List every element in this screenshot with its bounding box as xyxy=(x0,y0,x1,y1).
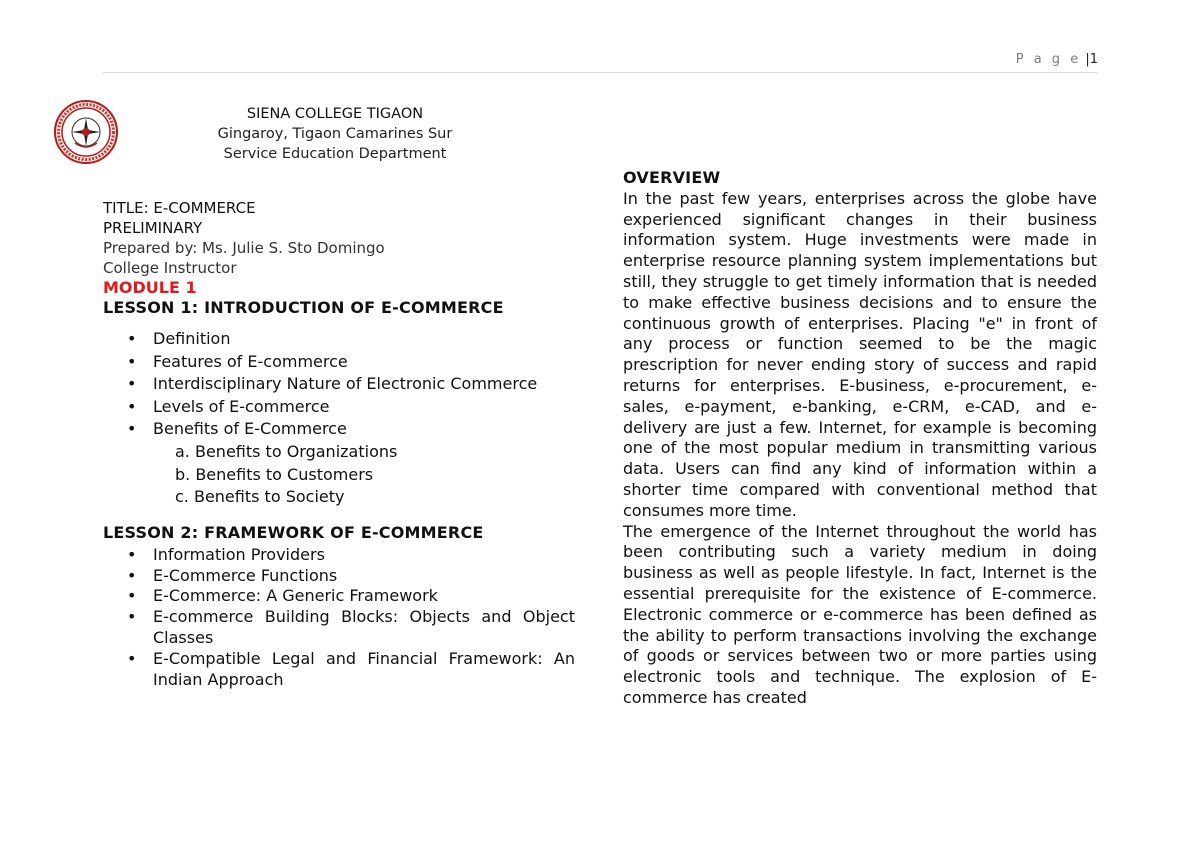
school-name: SIENA COLLEGE TIGAON xyxy=(246,106,424,122)
bullet-icon: • xyxy=(127,396,137,416)
list-item xyxy=(103,566,575,587)
list-item-text: E-Commerce: A Generic Framework xyxy=(153,586,438,606)
right-column xyxy=(623,166,1097,709)
list-item xyxy=(103,607,575,649)
lesson-1-topics xyxy=(103,328,575,441)
course-title: TITLE: E-COMMERCE xyxy=(103,199,256,217)
sub-list-item: a. Benefits to Organizations xyxy=(175,441,398,461)
page-label: P a g e xyxy=(1015,52,1082,67)
list-item-text: Definition xyxy=(153,329,231,348)
lesson-2-heading: LESSON 2: FRAMEWORK OF E-COMMERCE xyxy=(103,522,484,542)
overview-heading: OVERVIEW xyxy=(623,168,721,187)
header-divider xyxy=(103,72,1098,73)
list-item-text: Levels of E-commerce xyxy=(153,396,330,416)
module-heading: MODULE 1 xyxy=(103,278,197,297)
lesson-1-heading: LESSON 1: INTRODUCTION OF E-COMMERCE xyxy=(103,298,504,317)
bullet-icon: • xyxy=(127,329,137,348)
lesson-2-section xyxy=(103,523,575,691)
prepared-by: Prepared by: Ms. Julie S. Sto Domingo xyxy=(103,239,385,257)
list-item xyxy=(103,351,575,374)
list-item xyxy=(103,418,575,441)
list-item xyxy=(103,545,575,566)
lesson-2-topics xyxy=(103,545,575,691)
list-item xyxy=(103,373,575,396)
bullet-icon: • xyxy=(127,419,137,439)
page-separator: | xyxy=(1085,52,1090,67)
bullet-icon: • xyxy=(127,648,137,668)
list-item xyxy=(103,649,575,691)
page-number-header xyxy=(1016,52,1098,67)
bullet-icon: • xyxy=(127,374,137,394)
list-item xyxy=(103,328,575,351)
page-number: 1 xyxy=(1089,52,1098,67)
school-info xyxy=(190,104,480,164)
list-item-text: E-Commerce Functions xyxy=(153,565,338,585)
list-item-text: Information Providers xyxy=(153,544,325,564)
overview-paragraph-1: In the past few years, enterprises across the globe have experienced significant changes in their business information system. Huge investments were made in enterprise resource planning system implementations but still, they struggle to get timely information that is needed to make effective business decisions and to ensure the continuous growth of enterprises. Placing "e" in front of any process or function seemed to be the magic prescription for never ending story of success and rapid returns for enterprises. E-business, e-procurement, e-sales, e-payment, e-banking, e-CRM, e-CAD, and e-delivery are just a few. Internet, for example is becoming one of the most popular medium in transmitting various data. Users can find any kind of information within a shorter time compared with conventional method that consumes more time. xyxy=(623,188,1097,520)
list-item-text: E-commerce Building Blocks: Objects and Object Classes xyxy=(153,607,575,647)
seal-logo xyxy=(53,99,119,165)
benefits-sublist xyxy=(103,441,575,509)
bullet-icon: • xyxy=(127,565,137,585)
sub-list-item: c. Benefits to Society xyxy=(175,487,345,507)
school-department: Service Education Department xyxy=(223,146,447,162)
list-item xyxy=(103,396,575,419)
list-item-text: Benefits of E-Commerce xyxy=(153,419,347,439)
list-item-text: Interdisciplinary Nature of Electronic Commerce xyxy=(153,374,538,394)
instructor-position: College Instructor xyxy=(103,259,237,277)
bullet-icon: • xyxy=(127,586,137,606)
bullet-icon: • xyxy=(127,351,137,371)
course-term: PRELIMINARY xyxy=(103,219,203,237)
list-item xyxy=(103,586,575,607)
bullet-icon: • xyxy=(127,607,137,627)
list-item-text: Features of E-commerce xyxy=(153,351,348,371)
left-column xyxy=(103,198,575,690)
list-item-text: E-Compatible Legal and Financial Framework: An Indian Approach xyxy=(153,648,575,689)
bullet-icon: • xyxy=(127,544,137,564)
school-address: Gingaroy, Tigaon Camarines Sur xyxy=(217,126,453,142)
sub-list-item: b. Benefits to Customers xyxy=(175,464,374,484)
overview-paragraph-2: The emergence of the Internet throughout the world has been contributing such a variety medium in doing business as well as people lifestyle. In fact, Internet is the essential prerequisite for the existence of E-commerce. Electronic commerce or e-commerce has been defined as the ability to perform transactions involving the exchange of goods or services between two or more parties using electronic tools and technique. The explosion of E-commerce has created xyxy=(623,521,1097,707)
